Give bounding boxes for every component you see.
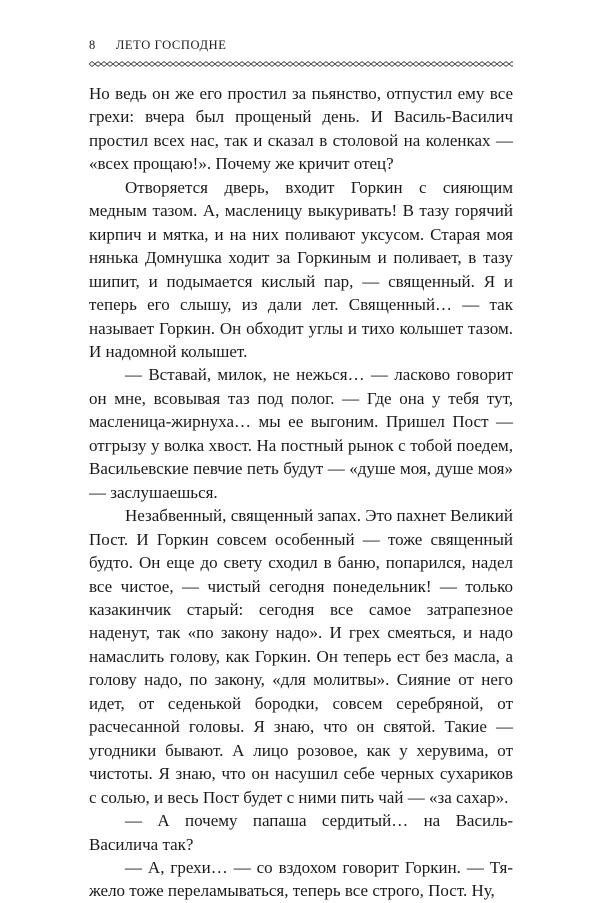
running-head: [89, 38, 513, 54]
paragraph: — А почему папаша сердитый… на Василь-Василича так?: [89, 811, 513, 854]
paragraph: — Вставай, милок, не нежься… — ласково говорит он мне, всовывая таз под полог. — Где она у тебя тут, масленица-жирнуха… мы ее выгоним. Пришел Пост — отгрызу у волка хвост. На постный рынок с тобой поедем, Васильевские певчие петь будут — «душе моя, душе моя» — заслушаешься.: [89, 365, 513, 502]
book-title: ЛЕТО ГОСПОДНЕ: [115, 38, 227, 52]
paragraph: — А, грехи… — со вздохом говорит Горкин. — Тяжело тоже переламываться, теперь все строго, Пост. Ну,: [89, 857, 513, 901]
paragraph: Незабвенный, священный запах. Это пахнет Великий Пост. И Горкин совсем особенный — тоже священный будто. Он еще до свету сходил в баню, попарился, надел все чистое, — чистый сегодня понедельник! — только казакинчик старый: сегодня все самое затрапезное наденут, так «по закону надо». И грех смеяться, и надо намаслить голову, как Горкин. Он теперь ест без масла, а голову надо, по закону, «для молитвы». Сияние от него идет, от седенькой бородки, совсем серебряной, от расчесанной головы. Я знаю, что он святой. Такие — угодники бывают. А лицо розовое, как у херувима, от чистоты. Я знаю, что он насушил себе черных сухариков с солью, и весь Пост будет с ними пить чай — «за сахар».: [89, 506, 513, 807]
ornament-divider: [89, 61, 513, 67]
body-text: [89, 82, 513, 903]
paragraph: Отворяется дверь, входит Горкин с сияющим медным тазом. А, масленицу выкуривать! В тазу горячий кирпич и мятка, и на них поливают уксусом. Старая моя нянька Домнушка ходит за Горкиным и поливает, в тазу шипит, и подымается кислый пар, — священный. Я и теперь его слышу, из дали лет. Священный… — так называет Горкин. Он обходит углы и тихо колышет тазом. И надомной колышет.: [89, 177, 513, 361]
page-number: 8: [89, 38, 96, 52]
book-page: [89, 38, 513, 903]
paragraph: Но ведь он же его простил за пьянство, отпустил ему все грехи: вчера был прощеный день. И Василь-Василич простил всех нас, так и сказал в столовой на коленках — «всех прощаю!». Почему же кричит отец?: [89, 84, 513, 174]
